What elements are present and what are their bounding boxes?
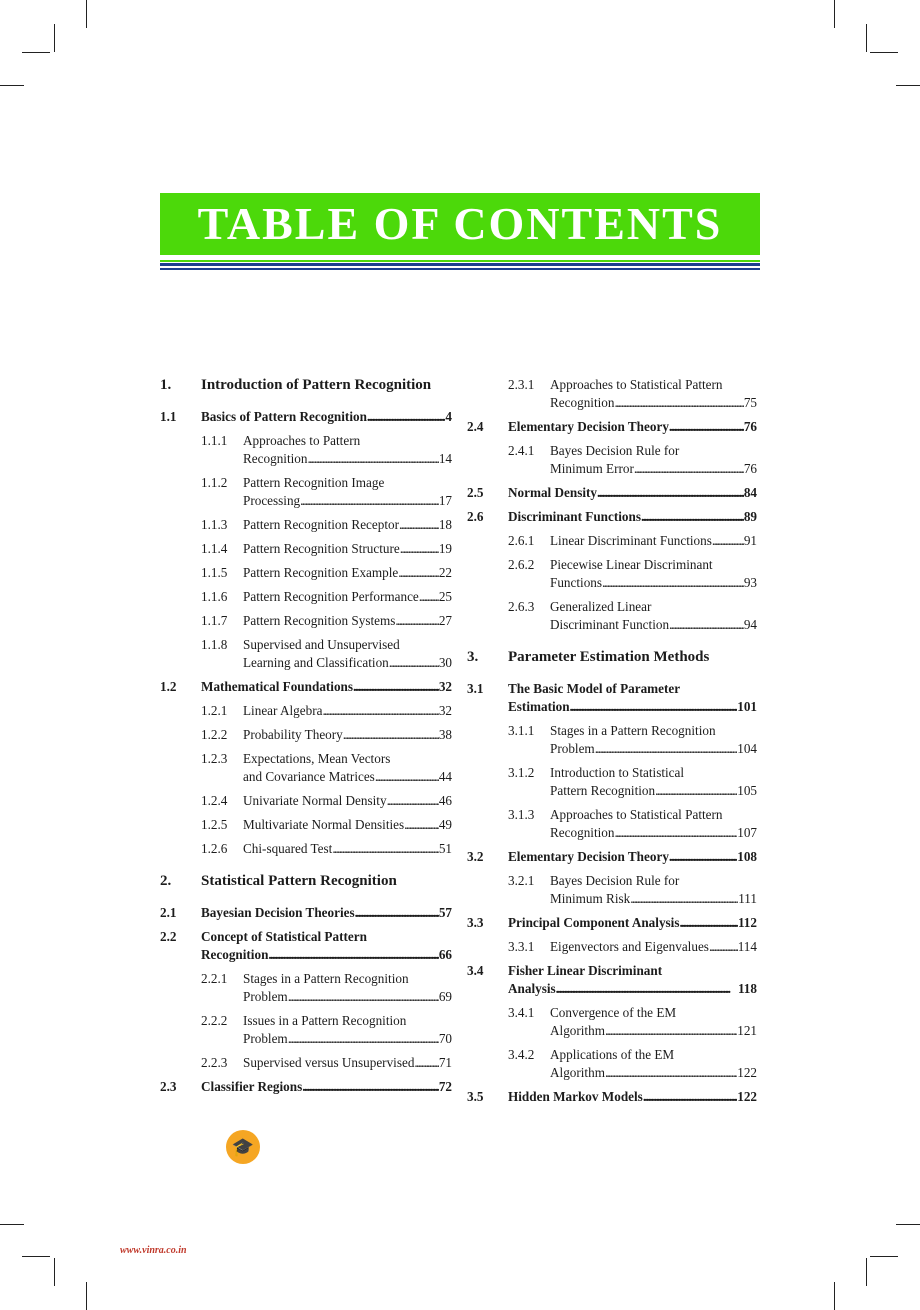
toc-number: 1.1.3 — [201, 517, 228, 532]
dot-leader — [288, 1030, 439, 1048]
dot-leader — [712, 532, 744, 550]
toc-entry-sub[interactable] — [467, 872, 757, 908]
toc-page-number: 32 — [438, 703, 452, 718]
toc-page-number: 25 — [438, 589, 452, 604]
toc-entry-sub[interactable] — [160, 726, 452, 744]
toc-page-number: 44 — [438, 769, 452, 784]
toc-entry-section[interactable] — [467, 680, 757, 716]
dot-leader — [570, 698, 738, 716]
toc-entry-section[interactable] — [160, 904, 452, 922]
dot-leader — [395, 612, 438, 630]
toc-entry-chapter[interactable] — [160, 376, 452, 394]
toc-label: Expectations, Mean Vectors — [243, 751, 391, 766]
toc-label: Minimum Risk — [550, 891, 631, 906]
toc-number: 1.1.5 — [201, 565, 228, 580]
toc-label: Approaches to Pattern — [243, 433, 361, 448]
toc-number: 3. — [467, 649, 479, 665]
toc-label: Hidden Markov Models — [508, 1089, 643, 1104]
toc-label: Piecewise Linear Discriminant — [550, 557, 713, 572]
toc-page-number: 66 — [438, 947, 452, 962]
toc-number: 3.2.1 — [508, 873, 535, 888]
dot-leader — [288, 988, 439, 1006]
toc-label: Normal Density — [508, 485, 598, 500]
title-rule-blue — [160, 263, 760, 266]
toc-page-number: 108 — [737, 849, 757, 864]
dot-leader — [307, 450, 438, 468]
toc-entry-chapter[interactable] — [467, 648, 757, 666]
toc-number: 3.4 — [467, 963, 484, 978]
toc-label: Multivariate Normal Densities — [243, 817, 405, 832]
toc-page-number: 75 — [743, 395, 757, 410]
toc-page-number: 18 — [438, 517, 452, 532]
toc-page-number: 93 — [743, 575, 757, 590]
dot-leader — [556, 980, 738, 998]
toc-label: Analysis — [508, 981, 556, 996]
toc-label: Recognition — [201, 947, 269, 962]
toc-label: Recognition — [243, 451, 308, 466]
dot-leader — [419, 588, 439, 606]
dot-leader — [389, 654, 439, 672]
toc-number: 3.1.1 — [508, 723, 535, 738]
toc-label: Problem — [243, 989, 288, 1004]
dot-leader — [399, 516, 439, 534]
toc-entry-section[interactable] — [467, 508, 757, 526]
toc-entry-sub[interactable] — [160, 1012, 452, 1048]
toc-label: Parameter Estimation Methods — [508, 649, 710, 665]
toc-label: Pattern Recognition Image — [243, 475, 385, 490]
toc-number: 2.1 — [160, 905, 177, 920]
toc-number: 1.1.7 — [201, 613, 228, 628]
crop-mark — [0, 1224, 24, 1225]
toc-page-number: 51 — [438, 841, 452, 856]
toc-page-number: 112 — [737, 915, 757, 930]
toc-page-number: 114 — [737, 939, 757, 954]
toc-label: Introduction to Statistical — [550, 765, 685, 780]
title-rule-blue-thin — [160, 268, 760, 270]
toc-number: 3.3 — [467, 915, 484, 930]
toc-number: 3.2 — [467, 849, 484, 864]
toc-entry-sub[interactable] — [160, 970, 452, 1006]
dot-leader — [605, 1022, 737, 1040]
crop-mark — [86, 1282, 87, 1310]
toc-label: Chi-squared Test — [243, 841, 333, 856]
toc-entry-section[interactable] — [467, 484, 757, 502]
toc-number: 3.1.2 — [508, 765, 535, 780]
toc-entry-sub[interactable] — [467, 806, 757, 842]
dot-leader — [709, 938, 738, 956]
crop-mark — [866, 24, 867, 52]
toc-number: 1. — [160, 377, 172, 393]
dot-leader — [367, 408, 445, 426]
toc-label: Stages in a Pattern Recognition — [550, 723, 716, 738]
toc-page-number: 111 — [738, 891, 757, 906]
toc-entry-section[interactable] — [160, 408, 452, 426]
toc-number: 1.2.2 — [201, 727, 228, 742]
toc-label: Supervised versus Unsupervised — [243, 1055, 415, 1070]
dot-leader — [400, 540, 439, 558]
website-url[interactable]: www.vinra.co.in — [120, 1245, 187, 1256]
toc-label: Processing — [243, 493, 301, 508]
dot-leader — [302, 1078, 439, 1096]
toc-label: Algorithm — [550, 1065, 605, 1080]
toc-entry-sub[interactable] — [160, 516, 452, 534]
dot-leader — [300, 492, 439, 510]
dot-leader — [375, 768, 439, 786]
toc-label: Linear Discriminant Functions — [550, 533, 712, 548]
crop-mark — [22, 52, 50, 53]
dot-leader — [355, 904, 439, 922]
toc-label: Introduction of Pattern Recognition — [201, 377, 432, 393]
crop-mark — [870, 52, 898, 53]
toc-page-number: 71 — [438, 1055, 452, 1070]
toc-page-number: 122 — [737, 1065, 757, 1080]
toc-label: Pattern Recognition Receptor — [243, 517, 400, 532]
toc-entry-section[interactable] — [160, 928, 452, 964]
crop-mark — [86, 0, 87, 28]
toc-page-number: 70 — [438, 1031, 452, 1046]
toc-label: Pattern Recognition Example — [243, 565, 399, 580]
toc-label: The Basic Model of Parameter — [508, 681, 681, 696]
toc-page-number: 32 — [438, 679, 452, 694]
toc-number: 2.5 — [467, 485, 484, 500]
toc-page-number: 122 — [737, 1089, 757, 1104]
dot-leader — [268, 946, 438, 964]
toc-label: Generalized Linear — [550, 599, 652, 614]
toc-number: 2.3.1 — [508, 377, 535, 392]
toc-page-number: 69 — [438, 989, 452, 1004]
toc-number: 1.2.1 — [201, 703, 228, 718]
toc-number: 3.1.3 — [508, 807, 535, 822]
page-title: TABLE OF CONTENTS — [197, 198, 723, 249]
toc-entry-sub[interactable] — [467, 556, 757, 592]
toc-label: Fisher Linear Discriminant — [508, 963, 663, 978]
dot-leader — [404, 816, 439, 834]
dot-leader — [641, 508, 744, 526]
toc-number: 2.6.2 — [508, 557, 535, 572]
toc-number: 1.1.4 — [201, 541, 228, 556]
toc-entry-sub[interactable] — [467, 764, 757, 800]
dot-leader — [669, 616, 744, 634]
toc-label: Pattern Recognition Systems — [243, 613, 396, 628]
toc-entry-sub[interactable] — [160, 564, 452, 582]
dot-leader — [332, 840, 439, 858]
toc-label: Applications of the EM — [550, 1047, 675, 1062]
toc-page-number: 49 — [438, 817, 452, 832]
toc-entry-sub[interactable] — [160, 840, 452, 858]
toc-number: 1.2 — [160, 679, 177, 694]
toc-page-number: 105 — [737, 783, 757, 798]
toc-number: 1.2.5 — [201, 817, 228, 832]
dot-leader — [605, 1064, 737, 1082]
toc-number: 1.2.3 — [201, 751, 228, 766]
toc-number: 3.1 — [467, 681, 484, 696]
toc-label: Supervised and Unsupervised — [243, 637, 400, 652]
toc-label: Eigenvectors and Eigenvalues — [550, 939, 709, 954]
toc-page-number: 27 — [438, 613, 452, 628]
toc-label: Univariate Normal Density — [243, 793, 387, 808]
toc-label: Elementary Decision Theory — [508, 849, 669, 864]
toc-entry-sub[interactable] — [160, 474, 452, 510]
toc-number: 2.4 — [467, 419, 484, 434]
toc-entry-sub[interactable] — [467, 598, 757, 634]
dot-leader — [643, 1088, 737, 1106]
toc-number: 2.2.1 — [201, 971, 228, 986]
toc-label: Mathematical Foundations — [201, 679, 354, 694]
crop-mark — [54, 24, 55, 52]
toc-page-number: 94 — [743, 617, 757, 632]
dot-leader — [655, 782, 737, 800]
toc-entry-chapter[interactable] — [160, 872, 452, 890]
toc-label: Elementary Decision Theory — [508, 419, 669, 434]
crop-mark — [834, 0, 835, 28]
toc-entry-sub[interactable] — [160, 588, 452, 606]
toc-number: 1.1 — [160, 409, 177, 424]
dot-leader — [614, 824, 737, 842]
toc-page-number: 19 — [438, 541, 452, 556]
toc-page-number: 121 — [737, 1023, 757, 1038]
toc-label: Statistical Pattern Recognition — [201, 873, 397, 889]
toc-label: Concept of Statistical Pattern — [201, 929, 367, 944]
toc-label: Approaches to Statistical Pattern — [550, 377, 723, 392]
dot-leader — [597, 484, 744, 502]
toc-page-number: 101 — [737, 699, 757, 714]
toc-label: Functions — [550, 575, 603, 590]
toc-number: 1.1.8 — [201, 637, 228, 652]
dot-leader — [387, 792, 439, 810]
toc-label: Pattern Recognition Structure — [243, 541, 400, 556]
dot-leader — [669, 418, 744, 436]
toc-page-number: 91 — [743, 533, 757, 548]
toc-label: Basics of Pattern Recognition — [201, 409, 367, 424]
toc-entry-sub[interactable] — [160, 816, 452, 834]
toc-label: Stages in a Pattern Recognition — [243, 971, 409, 986]
toc-label: Linear Algebra — [243, 703, 323, 718]
toc-entry-sub[interactable] — [467, 532, 757, 550]
toc-entry-sub[interactable] — [467, 722, 757, 758]
toc-number: 3.5 — [467, 1089, 484, 1104]
toc-entry-sub[interactable] — [467, 376, 757, 412]
toc-entry-sub[interactable] — [467, 442, 757, 478]
graduation-cap-icon: 🎓 — [226, 1130, 260, 1164]
toc-entry-section[interactable] — [467, 914, 757, 932]
crop-mark — [896, 1224, 920, 1225]
toc-label: Problem — [243, 1031, 288, 1046]
dot-leader — [414, 1054, 438, 1072]
toc-page-number: 72 — [438, 1079, 452, 1094]
dot-leader — [679, 914, 737, 932]
toc-entry-section[interactable] — [467, 1088, 757, 1106]
toc-page-number: 38 — [438, 727, 452, 742]
toc-label: Bayes Decision Rule for — [550, 443, 680, 458]
toc-entry-sub[interactable] — [160, 432, 452, 468]
toc-label: Algorithm — [550, 1023, 605, 1038]
toc-label: Bayes Decision Rule for — [550, 873, 680, 888]
toc-number: 2.6.1 — [508, 533, 535, 548]
toc-page-number: 107 — [737, 825, 757, 840]
toc-entry-sub[interactable] — [160, 612, 452, 630]
toc-number: 2.3 — [160, 1079, 177, 1094]
dot-leader — [343, 726, 439, 744]
toc-page-number: 76 — [743, 419, 757, 434]
dot-leader — [322, 702, 438, 720]
toc-entry-sub[interactable] — [467, 1004, 757, 1040]
toc-label: Bayesian Decision Theories — [201, 905, 355, 920]
title-banner — [160, 193, 760, 255]
toc-entry-sub[interactable] — [160, 636, 452, 672]
dot-leader — [634, 460, 744, 478]
toc-number: 3.4.1 — [508, 1005, 535, 1020]
toc-label: Estimation — [508, 699, 570, 714]
toc-number: 3.3.1 — [508, 939, 535, 954]
dot-leader — [630, 890, 738, 908]
toc-left-column — [160, 376, 452, 1102]
crop-mark — [896, 85, 920, 86]
toc-label: Convergence of the EM — [550, 1005, 677, 1020]
toc-number: 2. — [160, 873, 172, 889]
dot-leader — [669, 848, 737, 866]
crop-mark — [22, 1256, 50, 1257]
crop-mark — [866, 1258, 867, 1286]
toc-label: Probability Theory — [243, 727, 343, 742]
toc-label: Minimum Error — [550, 461, 634, 476]
toc-page-number: 76 — [743, 461, 757, 476]
toc-number: 3.4.2 — [508, 1047, 535, 1062]
crop-mark — [54, 1258, 55, 1286]
toc-entry-sub[interactable] — [467, 938, 757, 956]
toc-page-number: 84 — [743, 485, 757, 500]
toc-number: 1.2.4 — [201, 793, 228, 808]
toc-number: 2.2 — [160, 929, 177, 944]
toc-label: Discriminant Function — [550, 617, 670, 632]
toc-entry-sub[interactable] — [160, 540, 452, 558]
toc-page-number: 89 — [743, 509, 757, 524]
toc-entry-section[interactable] — [467, 962, 757, 998]
toc-number: 2.2.3 — [201, 1055, 228, 1070]
toc-entry-section[interactable] — [467, 848, 757, 866]
toc-label: Recognition — [550, 825, 615, 840]
toc-entry-sub[interactable] — [467, 1046, 757, 1082]
toc-entry-section[interactable] — [160, 678, 452, 696]
toc-label: Classifier Regions — [201, 1079, 303, 1094]
toc-entry-sub[interactable] — [160, 750, 452, 786]
toc-label: Pattern Recognition — [550, 783, 656, 798]
toc-page-number: 22 — [438, 565, 452, 580]
dot-leader — [353, 678, 439, 696]
toc-label: Problem — [550, 741, 595, 756]
toc-number: 2.6.3 — [508, 599, 535, 614]
toc-label: Pattern Recognition Performance — [243, 589, 419, 604]
toc-entry-sub[interactable] — [160, 1054, 452, 1072]
toc-page-number: 4 — [445, 409, 452, 424]
toc-right-column — [467, 376, 757, 1112]
toc-page-number: 30 — [438, 655, 452, 670]
toc-number: 1.1.1 — [201, 433, 228, 448]
toc-page-number: 104 — [737, 741, 757, 756]
toc-number: 1.1.6 — [201, 589, 228, 604]
dot-leader — [614, 394, 743, 412]
toc-number: 2.4.1 — [508, 443, 535, 458]
toc-entry-section[interactable] — [467, 418, 757, 436]
toc-label: Learning and Classification — [243, 655, 389, 670]
toc-page-number: 46 — [438, 793, 452, 808]
dot-leader — [602, 574, 744, 592]
toc-page-number: 118 — [737, 981, 757, 996]
toc-label: Principal Component Analysis — [508, 915, 680, 930]
title-rule-green — [160, 260, 760, 262]
toc-page-number: 57 — [438, 905, 452, 920]
toc-page-number: 14 — [438, 451, 452, 466]
toc-entry-section[interactable] — [160, 1078, 452, 1096]
toc-page-number: 17 — [438, 493, 452, 508]
crop-mark — [0, 85, 24, 86]
toc-entry-sub[interactable] — [160, 792, 452, 810]
dot-leader — [595, 740, 738, 758]
toc-number: 1.2.6 — [201, 841, 228, 856]
toc-number: 2.6 — [467, 509, 484, 524]
toc-number: 1.1.2 — [201, 475, 228, 490]
crop-mark — [870, 1256, 898, 1257]
toc-number: 2.2.2 — [201, 1013, 228, 1028]
toc-label: Approaches to Statistical Pattern — [550, 807, 723, 822]
toc-label: Recognition — [550, 395, 615, 410]
toc-label: and Covariance Matrices — [243, 769, 375, 784]
toc-entry-sub[interactable] — [160, 702, 452, 720]
crop-mark — [834, 1282, 835, 1310]
toc-label: Discriminant Functions — [508, 509, 641, 524]
toc-label: Issues in a Pattern Recognition — [243, 1013, 407, 1028]
dot-leader — [398, 564, 439, 582]
